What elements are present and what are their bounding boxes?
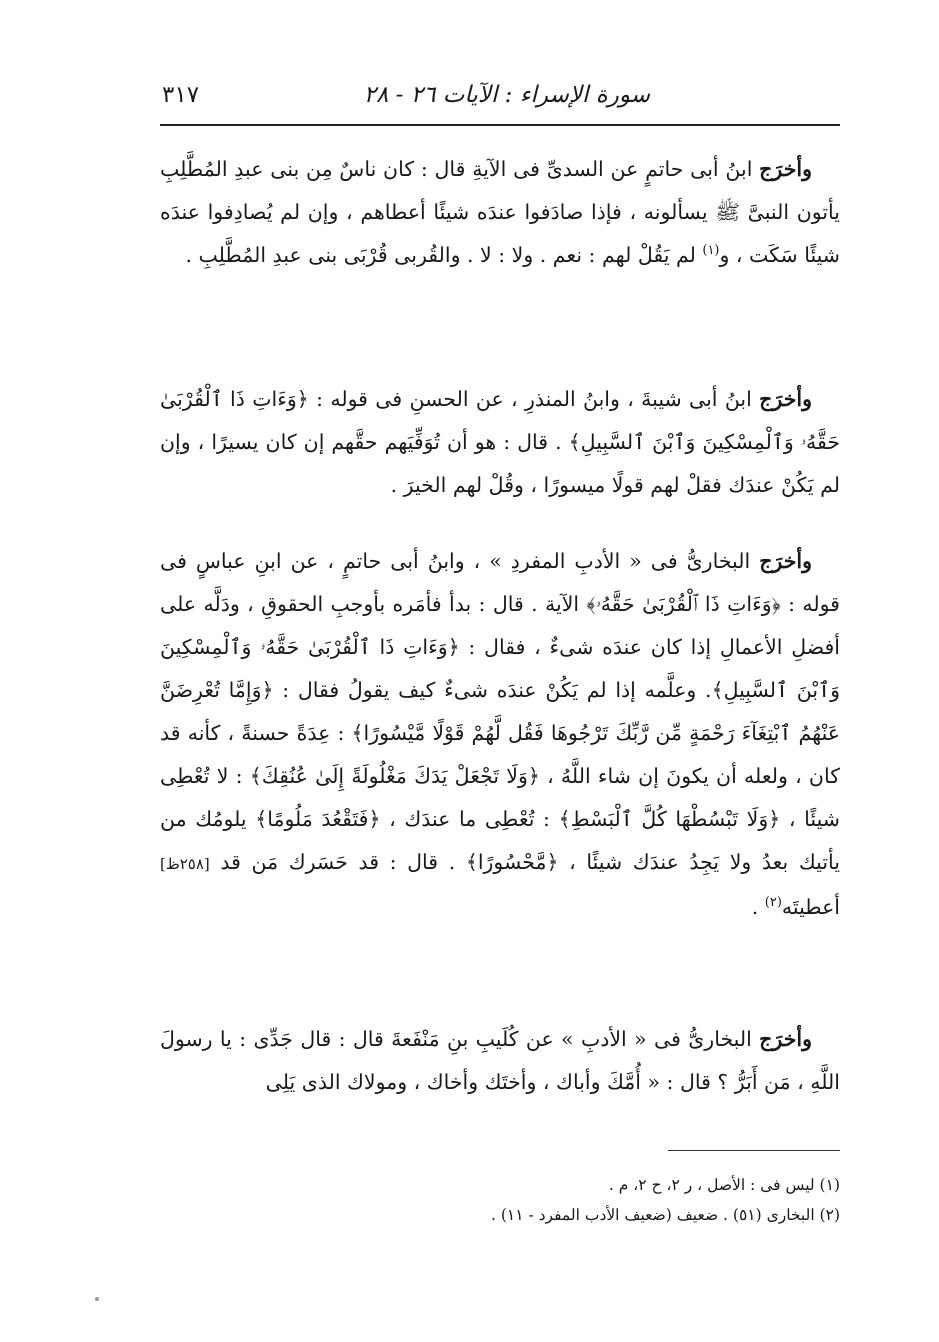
paragraph xyxy=(160,540,840,929)
paragraph xyxy=(160,378,840,507)
quran-quote: ﴿وَءَاتِ ذَا ٱلْقُرْبَىٰ حَقَّهُۥ وَٱلْمِسْكِينَ وَٱبْنَ ٱلسَّبِيلِ﴾ xyxy=(160,635,840,702)
paragraph-text: . قال : قد حَسَرك مَن قد xyxy=(209,850,466,874)
paragraph-lead: وأخرَج xyxy=(759,1027,812,1051)
manuscript-folio-mark: [٢٥٨ظ] xyxy=(160,855,210,873)
paragraph-text: لم يَقُلْ لهم : نعم . ولا : لا . والقُربى قُرْبَى بنى عبدِ المُطَّلِبِ . xyxy=(185,243,703,267)
footnote-ref: (١) xyxy=(702,243,720,259)
footnote-rule xyxy=(668,1150,840,1151)
paragraph-text: . قال : هو أن تُوَفِّيَهم حقَّهم إن كان يسيرًا ، وإن لم يَكُنْ عندَك فقلْ لهم قولًا ميسورًا ، وقُلْ لهم الخيرَ . xyxy=(160,430,840,497)
paragraph-text: : تُعْطِى ما عندَك ، xyxy=(380,807,559,831)
paragraph-lead: وأخرَج xyxy=(759,157,812,181)
quran-quote: ﴿وَلَا تَجْعَلْ يَدَكَ مَغْلُولَةً إِلَىٰ عُنُقِكَ﴾ xyxy=(249,764,540,788)
footnote-ref: (٢) xyxy=(764,895,782,911)
paragraph-lead: وأخرَج xyxy=(759,387,812,411)
paragraph-text: البخارىُّ فى « الأدبِ » عن كُلَيبِ بنِ مَنْفَعةَ قال : قال جَدِّى : يا رسولَ اللَّهِ ، مَن أَبَرُّ ؟ قال : « أُمَّكَ وأباك ، وأختَك وأخاك ، ومولاك الذى يَلِى xyxy=(160,1027,840,1094)
paragraph xyxy=(160,1018,840,1104)
paragraph-text: . xyxy=(751,895,765,919)
paragraph-text: : لا تُعْطِى شيئًا ، xyxy=(160,764,840,831)
paragraph-lead: وأخرَج xyxy=(759,549,812,573)
header-rule xyxy=(160,124,840,126)
quran-quote: ﴿وَءَاتِ ذَا ٱلْقُرْبَىٰ حَقَّهُۥ﴾ xyxy=(586,592,781,616)
footnote: (٢) البخارى (٥١) . ضعيف (ضعيف الأدب المفرد - ١١) . xyxy=(490,1206,840,1224)
paragraph-text: البخارىُّ فى « الأدبِ المفردِ » ، وابنُ أبى حاتمٍ ، عن ابنِ عباسٍ فى قوله : xyxy=(160,549,840,616)
paragraph-text: . وعلَّمه إذا لم يَكُنْ عندَه شىءٌ كيف يقولُ فقال : xyxy=(273,678,712,702)
running-head-title: سورة الإسراء : الآيات ٢٦ - ٢٨ xyxy=(363,82,650,108)
paragraph-text: يلومُك من يأتيك بعدُ ولا يَجِدُ عندَك شيئًا ، xyxy=(160,807,840,874)
quran-quote: ﴿وَلَا تَبْسُطْهَا كُلَّ ٱلْبَسْطِ﴾ xyxy=(558,807,781,831)
quran-quote: ﴿وَإِمَّا تُعْرِضَنَّ عَنْهُمُ ٱبْتِغَآءَ رَحْمَةٍ مِّن رَّبِّكَ تَرْجُوهَا فَقُل لَّهُمْ قَوْلًا مَّيْسُورًا﴾ xyxy=(160,678,840,745)
paragraph-text: ابنُ أبى شيبةَ ، وابنُ المنذرِ ، عن الحسنِ فى قوله : xyxy=(308,387,752,411)
paragraph-text: أعطيتَه xyxy=(781,895,840,919)
paragraph-text: : عِدَةً حسنةً ، كأنه قد كان ، ولعله أن يكونَ إن شاء اللَّهُ ، xyxy=(160,721,840,788)
quran-quote: ﴿فَتَقْعُدَ مَلُومًا﴾ xyxy=(255,807,381,831)
footnotes xyxy=(160,1170,840,1230)
quran-quote: ﴿وَءَاتِ ذَا ٱلْقُرْبَىٰ حَقَّهُۥ وَٱلْمِسْكِينَ وَٱبْنَ ٱلسَّبِيلِ﴾ xyxy=(160,387,841,454)
paragraph xyxy=(160,148,840,277)
running-head xyxy=(160,82,840,122)
page-number: ٣١٧ xyxy=(162,82,200,108)
quran-quote: ﴿مَّحْسُورًا﴾ xyxy=(465,850,559,874)
footnote: (١) ليس فى : الأصل ، ر ٢، ح ٢، م . xyxy=(608,1176,840,1194)
paragraph-text: ابنُ أبى حاتمٍ عن السدىِّ فى الآيةِ قال : كان ناسٌ مِن بنى عبدِ المُطَّلِبِ يأتون النبىَّ ﷺ يسألونه ، فإذا صادَفوا عندَه شيئًا أعطاهم ، وإن لم يُصادِفوا عندَه شيئًا سَكَت ، و xyxy=(160,157,840,267)
paragraph-text: الآية . قال : بدأ فأمَره بأوجبِ الحقوقِ ، ودَلَّه على أفضلِ الأعمالِ إذا كان عندَه شىءٌ ، فقال : xyxy=(160,592,841,659)
scan-speck xyxy=(95,1297,99,1301)
